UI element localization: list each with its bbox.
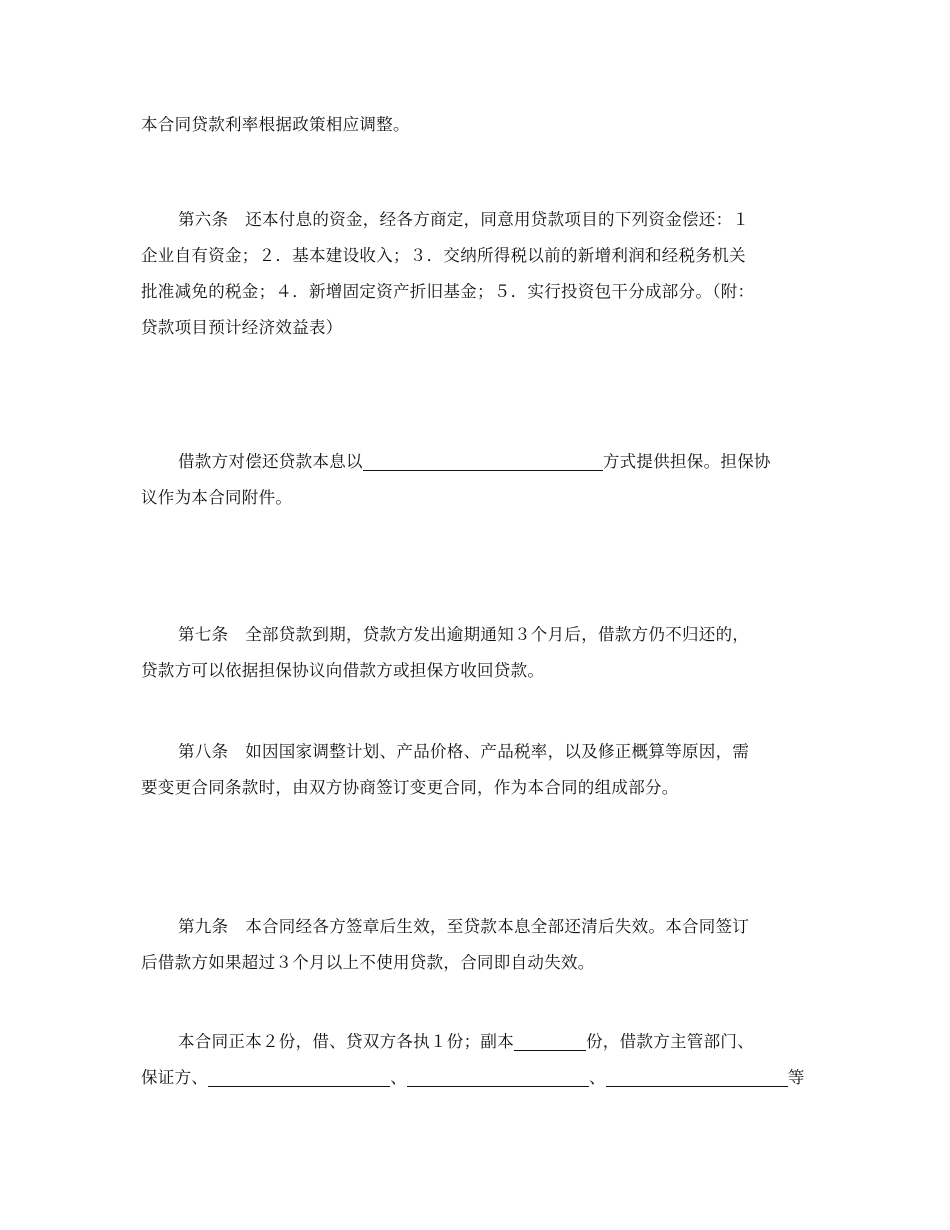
text-segment: 、 bbox=[589, 1068, 606, 1087]
text-line bbox=[141, 1060, 821, 1096]
text-segment: 借款方对偿还贷款本息以 bbox=[178, 452, 363, 471]
text-line: 贷款方可以依据担保协议向借款方或担保方收回贷款。 bbox=[141, 661, 545, 680]
paragraph-copies bbox=[141, 1024, 821, 1096]
paragraph-interest-rate bbox=[141, 107, 821, 143]
text-segment: 份，借款方主管部门、 bbox=[586, 1032, 754, 1051]
fill-in-blank-copy-count[interactable] bbox=[514, 1030, 586, 1051]
text-segment: 本合同正本２份，借、贷双方各执１份；副本 bbox=[178, 1032, 514, 1051]
text-line: 后借款方如果超过３个月以上不使用贷款，合同即自动失效。 bbox=[141, 953, 595, 972]
text-segment: 保证方、 bbox=[141, 1068, 209, 1087]
fill-in-blank-party-1[interactable] bbox=[208, 1066, 390, 1087]
text-line: 批准减免的税金；４．新增固定资产折旧基金；５．实行投资包干分成部分。（附： bbox=[141, 282, 755, 301]
paragraph-article-7 bbox=[141, 617, 821, 689]
text-line: 第七条 全部贷款到期，贷款方发出逾期通知３个月后，借款方仍不归还的， bbox=[178, 625, 750, 644]
paragraph-article-9 bbox=[141, 909, 821, 981]
paragraph-article-8 bbox=[141, 734, 821, 806]
text-line bbox=[141, 1024, 821, 1060]
fill-in-blank-party-3[interactable] bbox=[606, 1066, 788, 1087]
text-segment: 方式提供担保。担保协 bbox=[602, 452, 771, 471]
text-line: 第六条 还本付息的资金，经各方商定，同意用贷款项目的下列资金偿还：１ bbox=[178, 210, 750, 229]
text-segment: 、 bbox=[390, 1068, 408, 1087]
text-line: 第八条 如因国家调整计划、产品价格、产品税率，以及修正概算等原因，需 bbox=[178, 742, 750, 761]
text-line: 本合同贷款利率根据政策相应调整。 bbox=[141, 115, 410, 134]
text-line: 贷款项目预计经济效益表） bbox=[141, 318, 343, 337]
text-line: 企业自有资金；２．基本建设收入；３．交纳所得税以前的新增利润和经税务机关 bbox=[141, 246, 746, 265]
text-segment: 等 bbox=[787, 1068, 805, 1087]
paragraph-article-6 bbox=[141, 202, 821, 346]
text-line: 要变更合同条款时，由双方协商签订变更合同，作为本合同的组成部分。 bbox=[141, 778, 679, 797]
fill-in-blank-party-2[interactable] bbox=[407, 1066, 589, 1087]
text-line: 议作为本合同附件。 bbox=[141, 488, 293, 507]
text-line: 第九条 本合同经各方签章后生效，至贷款本息全部还清后失效。本合同签订 bbox=[178, 917, 750, 936]
text-line bbox=[141, 444, 821, 480]
fill-in-blank-guarantee-method[interactable] bbox=[363, 450, 603, 471]
paragraph-guarantee bbox=[141, 444, 821, 516]
